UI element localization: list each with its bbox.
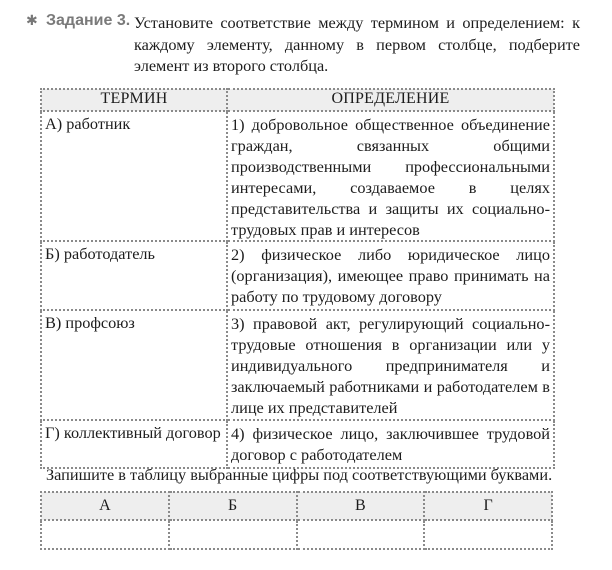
definition-cell: 4) физическое лицо, заключившее трудовой договор с работодателем	[227, 420, 554, 468]
term-column-header: ТЕРМИН	[41, 89, 227, 111]
definition-cell: 3) правовой акт, регулирующий социально-трудовые отношения в организации или у индивидуального предпринимателя и заключаемый работниками и работодателем в лице их представителей	[227, 310, 554, 420]
answer-instruction: Запишите в таблицу выбранные цифры под соответствующими буквами.	[46, 465, 553, 484]
answer-table	[40, 491, 553, 550]
table-row	[41, 241, 554, 310]
definition-cell: 2) физическое либо юридическое лицо (организация), имеющее право принимать на работу по трудовому договору	[227, 241, 554, 310]
answer-table-header	[41, 492, 552, 520]
matching-table-header	[41, 89, 554, 111]
answer-header-v: В	[297, 492, 425, 520]
term-cell: Б) работодатель	[41, 241, 227, 310]
matching-table	[40, 88, 555, 469]
answer-cell-b[interactable]	[169, 520, 297, 549]
term-cell: А) работник	[41, 111, 227, 241]
asterisk-icon: ✱	[26, 13, 38, 29]
term-cell: В) профсоюз	[41, 310, 227, 420]
term-cell: Г) коллективный договор	[41, 420, 227, 468]
table-row	[41, 111, 554, 241]
table-row	[41, 310, 554, 420]
table-row	[41, 420, 554, 468]
answer-header-a: А	[41, 492, 169, 520]
definition-cell: 1) добровольное общественное объединение граждан, связанных общими производственными профессиональными интересами, создаваемое в целях представительства и защиты их социально-трудовых прав и интересов	[227, 111, 554, 241]
answer-header-b: Б	[169, 492, 297, 520]
answer-cell-g[interactable]	[424, 520, 552, 549]
answer-cell-v[interactable]	[297, 520, 425, 549]
answer-row	[41, 520, 552, 549]
answer-header-g: Г	[424, 492, 552, 520]
answer-cell-a[interactable]	[41, 520, 169, 549]
task-label: Задание 3.	[46, 12, 131, 29]
definition-column-header: ОПРЕДЕЛЕНИЕ	[227, 89, 554, 111]
task-text: Установите соответствие между термином и определением: к каждому элементу, данному в первом столбце, подберите элемент из второго столбца.	[134, 13, 580, 75]
